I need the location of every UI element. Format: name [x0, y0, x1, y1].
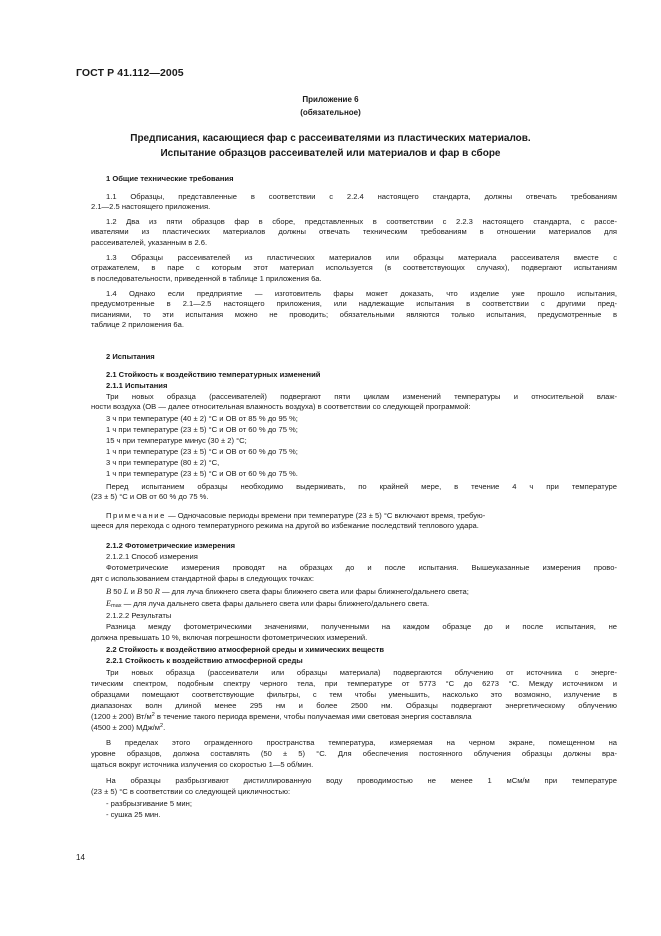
section-1-heading: 1 Общие технические требования — [106, 174, 234, 183]
section-2-2-1-heading: 2.2.1 Стойкость к воздействию атмосферной среды — [106, 656, 303, 665]
para-2-1-1-line: ности воздуха (ОВ — далее относительная влажность воздуха) в соответствии со следующей программой: — [91, 402, 471, 411]
para-1-1-line: 1.1 Образцы, представленные в соответствии с 2.2.4 настоящего стандарта, должны отвечать требованиям — [106, 192, 617, 201]
program-step: 1 ч при температуре (23 ± 5) °С и ОВ от 60 % до 75 %; — [106, 425, 298, 434]
annex-title-line-1: Предписания, касающиеся фар с рассеивателями из пластических материалов. — [130, 133, 531, 144]
para-2-2-1c-line: (23 ± 5) °С в соответствии со следующей цикличностью: — [91, 787, 291, 796]
measurement-point-driving-beam: $E_{max}$ — для луча дальнего света фары дальнего света или фары ближнего/дальнего света. — [106, 599, 430, 609]
para-1-2-line: рассеивателей, указанным в 2.6. — [91, 238, 208, 247]
para-2-2-1-line-energy: (4500 ± 200) МДж/$м^2$. — [91, 723, 166, 732]
para-2-2-1-line: диапазонах волн длиной менее 295 нм и более 2500 нм. Образцы подвергают энергетическому облучению — [91, 701, 617, 710]
program-step: 3 ч при температуре (40 ± 2) °С и ОВ от 85 % до 95 %; — [106, 414, 298, 423]
para-2-1-2-1-line: дят с использованием стандартной фары в следующих точках: — [91, 574, 315, 583]
standard-header: ГОСТ Р 41.112—2005 — [76, 67, 184, 79]
para-1-3-line: отражателем, в паре с которым этот материал используется (в соответствующих случаях), подвергают испытаниям — [91, 263, 617, 272]
para-1-3-line: 1.3 Образцы рассеивателей из пластических материалов или образцы материала рассеивателя вместе с — [106, 253, 617, 262]
para-1-4-line: писаниями, то эти испытания можно не проводить; обязательными являются только испытания, предусмотренные в — [91, 310, 617, 319]
para-1-1-line: 2.1—2.5 настоящего приложения. — [91, 202, 211, 211]
para-2-1-2-2-line: Разница между фотометрическими значениями, полученными на каждом образце до и после испытания, не — [106, 622, 617, 631]
para-2-2-1-line-irradiance: (1200 ± 200) $Вт/м^2$ в течение такого периода времени, чтобы получаемая ими световая энергия составляла — [91, 712, 472, 721]
measurement-point-passing-beam: B 50 L и B 50 R — для луча ближнего света фары ближнего света или фары ближнего/дальнего света; — [106, 587, 469, 596]
para-1-4-line: таблице 2 приложения 6а. — [91, 320, 184, 329]
para-1-2-line: 1.2 Два из пяти образцов фар в сборе, представленных в соответствии с 2.2.3 настоящего стандарта, с рассе- — [106, 217, 617, 226]
cycle-item: - сушка 25 мин. — [106, 810, 161, 819]
para-2-1-2-1-line: Фотометрические измерения проводят на образцах до и после испытания. Вышеуказанные измерения прово- — [106, 563, 617, 572]
section-2-1-2-2-heading: 2.1.2.2 Результаты — [106, 611, 172, 620]
annex-label: Приложение 6 — [302, 95, 359, 104]
program-step: 1 ч при температуре (23 ± 5) °С и ОВ от 60 % до 75 %; — [106, 447, 298, 456]
page-number: 14 — [76, 853, 85, 862]
section-2-2-heading: 2.2 Стойкость к воздействию атмосферной среды и химических веществ — [106, 645, 384, 654]
program-step: 15 ч при температуре минус (30 ± 2) °С; — [106, 436, 247, 445]
annex-title-line-2: Испытание образцов рассеивателей или материалов и фар в сборе — [160, 148, 501, 159]
section-2-heading: 2 Испытания — [106, 352, 155, 361]
para-2-1-2-2-line: должна превышать 10 %, включая погрешности фотометрических измерений. — [91, 633, 368, 642]
para-1-2-line: ивателями из пластических материалов должны отвечать техническим требованиям в отношении материалов для — [91, 227, 617, 236]
para-1-4-line: 1.4 Однако если предприятие — изготовитель фары может доказать, что изделие уже прошло испытания, — [106, 289, 617, 298]
section-2-1-2-1-heading: 2.1.2.1 Способ измерения — [106, 552, 198, 561]
para-1-4-line: предусмотренные в 2.1—2.5 настоящего приложения, или надлежащие испытания в соответствии с другими пред- — [91, 299, 617, 308]
note-text: — Одночасовые периоды времени при температуре (23 ± 5) °С включают время, требую- — [168, 511, 486, 520]
para-2-2-1b-line: В пределах этого огражденного пространства температура, измеряемая на черном экране, помещенном на — [106, 738, 617, 747]
annex-status: (обязательное) — [300, 108, 361, 117]
para-2-2-1-line: Три новых образца (рассеиватели или образцы материала) подвергаются облучению от источника с энерге- — [106, 668, 617, 677]
para-2-2-1b-line: щаться вокруг источника излучения со скоростью 1—5 об/мин. — [91, 760, 314, 769]
para-2-2-1-line: образцами помещают соответствующие фильтры, с тем чтобы уменьшить, насколько это возможно, излучение в — [91, 690, 617, 699]
section-2-1-2-heading: 2.1.2 Фотометрические измерения — [106, 541, 236, 550]
cycle-item: - разбрызгивание 5 мин; — [106, 799, 192, 808]
para-2-1-1-line: Три новых образца (рассеивателей) подвергают пяти циклам изменений температуры и относительной влаж- — [106, 392, 617, 401]
section-2-1-1-heading: 2.1.1 Испытания — [106, 381, 168, 390]
program-step: 3 ч при температуре (80 ± 2) °С, — [106, 458, 220, 467]
para-2-2-1c-line: На образцы разбрызгивают дистиллированную воду проводимостью не менее 1 мСм/м при температуре — [106, 776, 617, 785]
before-test-line: Перед испытанием образцы необходимо выдерживать, по крайней мере, в течение 4 ч при температуре — [106, 482, 617, 491]
para-2-2-1-line: тическим спектром, подобным спектру черного тела, при температуре от 5773 °С до 6273 °С. Между источником и — [91, 679, 617, 688]
before-test-line: (23 ± 5) °С и ОВ от 60 % до 75 %. — [91, 492, 209, 501]
para-1-3-line: в последовательности, приведенной в таблице 1 приложения 6а. — [91, 274, 322, 283]
para-2-2-1b-line: уровне образцов, должна составлять (50 ± 5) °С. Для обеспечения постоянного облучения образцы должны вра- — [91, 749, 617, 758]
note-line-1 — [106, 511, 617, 521]
note-label: Примечание — [106, 511, 166, 520]
program-step: 1 ч при температуре (23 ± 5) °С и ОВ от 60 % до 75 %. — [106, 469, 298, 478]
section-2-1-heading: 2.1 Стойкость к воздействию температурных изменений — [106, 370, 321, 379]
note-line-2: щееся для перехода с одного температурного режима на другой во избежание последствий теплового удара. — [91, 521, 479, 530]
